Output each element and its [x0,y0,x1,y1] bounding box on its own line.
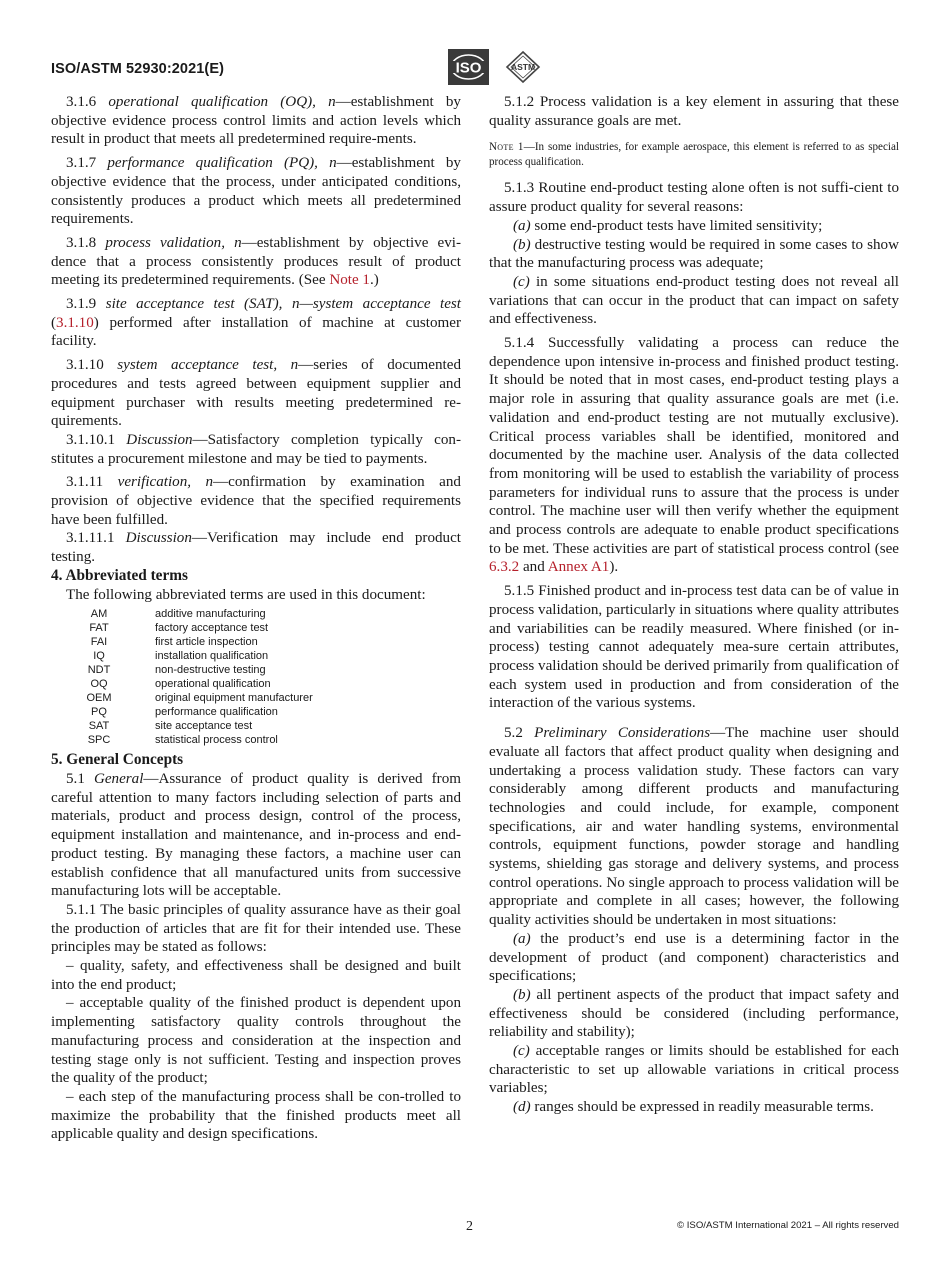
paragraph-5-1-4: 5.1.4 Successfully validating a process can reduce the dependence upon intensive in-process and finished product testing. It should be noted that in most cases, end-product testing plays a major role in assuring that quality assurance goals are met (i.e. validation and end-product testing are not mutually exclusive). Critical process variables shall be identified, monitored and documented by the machine user. Analysis of the data collected from monitoring will be used to establish the variability of process parameters for individual runs to assure that the process is under control. The machine user will then verify whether the equipment and process controls are adequate to enable product specifications to be met. These activities are part of statistical process control (see 6.3.2 and Annex A1). [489,335,899,576]
abbreviation-row: SAT site acceptance test [88,720,253,733]
abbreviation-list [75,607,461,747]
section-4-intro: The following abbreviated terms are used in this document: [66,586,426,603]
iso-logo-text: ISO [455,59,482,77]
list-item: (d) ranges should be expressed in readily measurable terms. [513,1099,874,1116]
annex-a1-link[interactable]: Annex A1 [547,559,610,576]
iso-logo [448,49,489,85]
astm-logo-text: ASTM [510,62,536,72]
definition-3-1-7: 3.1.7 performance qualification (PQ), n—establishment by objective evidence that the process, under anticipated conditions, consistently produces a product which meets all predetermined requirements. [51,155,461,228]
paragraph-5-1-5: 5.1.5 Finished product and in-process test data can be of value in process validation, particularly in situations where quality attributes and variabilities can be readily measured. Where finished (or in-process) testing cannot adequately mea-sure certain attributes, process validation should be derived primarily from qualification of each system used in production and from consideration of the interaction of the various systems. [489,583,899,712]
list-item: (c) in some situations end-product testing does not reveal all variations that can occur in the product that can impact on safety and effectiveness. [489,273,899,328]
copyright-notice: © ISO/ASTM International 2021 – All rights reserved [677,1220,899,1231]
abbreviation-row: SPC statistical process control [87,734,278,747]
list-item: (b) all pertinent aspects of the product that impact safety and effectiveness should be considered (including performance, reliability and stability); [489,986,899,1041]
abbreviation-row: AM additive manufacturing [90,608,266,621]
paragraph-5-1-2: 5.1.2 Process validation is a key element in assuring that these quality assurance goals are met. [489,94,899,129]
section-3-1-10-link[interactable]: 3.1.10 [56,314,94,331]
list-item: – each step of the manufacturing process shall be con-trolled to maximize the probability that the finished products meet all applicable quality and design specifications. [51,1088,461,1143]
abbreviation-row: IQ installation qualification [93,650,269,663]
definition-3-1-9: 3.1.9 site acceptance test (SAT), n—system acceptance test (3.1.10) performed after installation of machine at customer facility. [51,296,461,350]
definition-3-1-6: 3.1.6 operational qualification (OQ), n—establishment by objective evidence process control limits and action levels which result in product that meets all predetermined require-ments. [51,94,461,148]
section-6-3-2-link[interactable]: 6.3.2 [489,559,520,576]
abbreviation-row: PQ performance qualification [91,706,278,719]
page-number: 2 [466,1219,473,1234]
paragraph-5-1: 5.1 General—Assurance of product quality is derived from careful attention to many factors including selection of parts and materials, product and process design, control of the process, equipment installation and maintenance, and in-process and end-product testing. By managing these factors, a machine user can establish confidence that all manufactured units from successive manufacturing lots will be acceptable. [51,770,461,900]
section-4-heading: 4. Abbreviated terms [51,566,188,584]
left-column [51,93,461,1144]
definition-3-1-8: 3.1.8 process validation, n—establishment by objective evi-dence that a process consistently produces result of product meeting its predetermined requirements. (See Note 1.) [51,234,461,289]
astm-logo [503,50,543,84]
abbreviation-row: OEM original equipment manufacturer [86,692,313,705]
definition-3-1-11: 3.1.11 verification, n—confirmation by examination and provision of objective evidence that the specified requirements have been fulfilled. [51,474,461,528]
paragraph-5-1-3: 5.1.3 Routine end-product testing alone often is not suffi-cient to assure product quality for several reasons: [489,180,899,216]
note-1: Note 1—In some industries, for example aerospace, this element is referred to as special process qualification. [489,141,899,169]
right-column [489,93,899,1117]
paragraph-5-2: 5.2 Preliminary Considerations—The machine user should evaluate all factors that affect product quality when designing and undertaking a process validation study. These factors can vary considerably among different products and manufacturing technologies and could include, for example, component specifications, air and water handling systems, environmental controls, equipment functions, powder storage and handling systems, shielding gas storage and delivery systems, and process control operations. No single approach to process validation will be appropriate and complete in all cases; however, the following quality activities should be undertaken in most situations: [489,725,899,929]
discussion-3-1-11-1: 3.1.11.1 Discussion—Verification may include end product testing. [51,530,461,566]
abbreviation-row: OQ operational qualification [90,678,271,691]
document-id: ISO/ASTM 52930:2021(E) [51,61,225,77]
abbreviation-row: FAT factory acceptance test [89,622,269,635]
section-5-heading: 5. General Concepts [51,751,184,769]
list-item: (b) destructive testing would be required in some cases to show that the manufacturing process was adequate; [489,236,899,272]
note-1-link[interactable]: Note 1 [329,272,370,289]
list-item: (c) acceptable ranges or limits should be established for each characteristic to set up allowable variations in critical process variables; [489,1043,899,1097]
list-item: – acceptable quality of the finished product is dependent upon implementing satisfactory quality controls throughout the manufacturing process and consideration at the inspection and testing stage only is not sufficient. Testing and inspection proves the quality of the product; [51,995,461,1087]
abbreviation-row: NDT non-destructive testing [87,664,266,677]
list-item: (a) the product’s end use is a determining factor in the development of product (and component) characteristics and specifications; [489,930,899,985]
list-item: (a) some end-product tests have limited sensitivity; [513,217,823,234]
discussion-3-1-10-1: 3.1.10.1 Discussion—Satisfactory completion typically con-stitutes a procurement milestone and may be tied to payments. [51,431,461,467]
definition-3-1-10: 3.1.10 system acceptance test, n—series of documented procedures and tests agreed between equipment supplier and equipment purchaser with results meeting predetermined re-quirements. [51,357,461,430]
list-item: – quality, safety, and effectiveness shall be designed and built into the end product; [51,958,461,993]
abbreviation-row: FAI first article inspection [90,636,258,649]
paragraph-5-1-1: 5.1.1 The basic principles of quality assurance have as their goal the production of articles that are fit for their intended use. These principles may be stated as follows: [51,901,461,956]
